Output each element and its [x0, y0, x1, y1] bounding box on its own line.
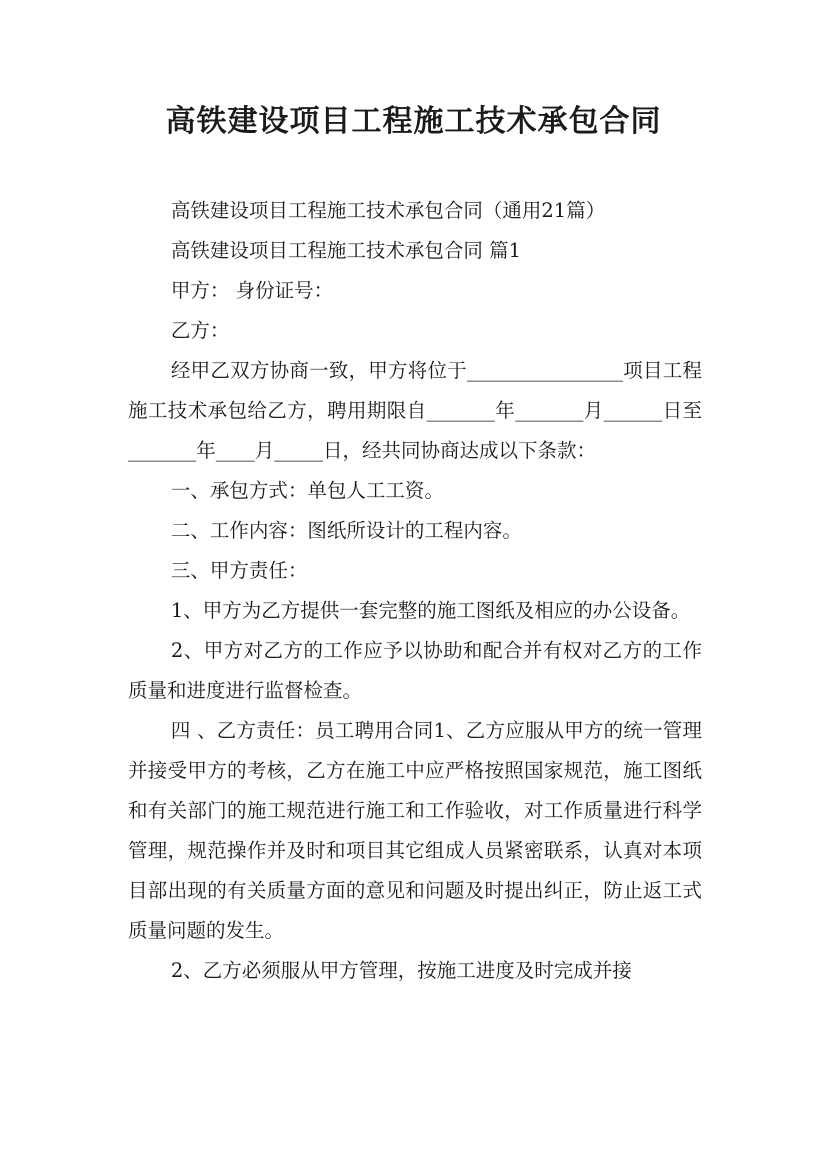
document-title: 高铁建设项目工程施工技术承包合同: [165, 104, 662, 139]
paragraph-contract-collection-title: 高铁建设项目工程施工技术承包合同（通用21篇）: [170, 199, 606, 222]
paragraph-clause-3-item-2: 2、甲方对乙方的工作应予以协助和配合并有权对乙方的工作质量和进度进行监督检查。: [128, 639, 702, 702]
paragraph-party-a: 甲方： 身份证号：: [170, 279, 334, 302]
paragraph-clause-3: 三、甲方责任：: [170, 559, 308, 582]
paragraph-agreement-intro: 经甲乙双方协商一致，甲方将位于________________项目工程施工技术承包给乙方，聘用期限自_______年_______月______日至_______年____月_____日，经共同协商达成以下条款：: [128, 359, 702, 462]
paragraph-clause-4-item-2: 2、乙方必须服从甲方管理，按施工进度及时完成并接: [170, 959, 632, 982]
document-body: [128, 191, 702, 991]
paragraph-contract-heading: 高铁建设项目工程施工技术承包合同 篇1: [170, 239, 521, 262]
paragraph-clause-2: 二、工作内容：图纸所设计的工程内容。: [170, 519, 522, 542]
paragraph-clause-4: 四 、乙方责任：员工聘用合同1、乙方应服从甲方的统一管理并接受甲方的考核，乙方在施工中应严格按照国家规范，施工图纸和有关部门的施工规范进行施工和工作验收，对工作质量进行科学管理，规范操作并及时和项目其它组成人员紧密联系，认真对本项目部出现的有关质量方面的意见和问题及时提出纠正，防止返工式质量问题的发生。: [128, 719, 702, 942]
paragraph-clause-1: 一、承包方式：单包人工工资。: [170, 479, 444, 502]
paragraph-party-b: 乙方：: [170, 319, 230, 342]
paragraph-clause-3-item-1: 1、甲方为乙方提供一套完整的施工图纸及相应的办公设备。: [170, 599, 691, 622]
